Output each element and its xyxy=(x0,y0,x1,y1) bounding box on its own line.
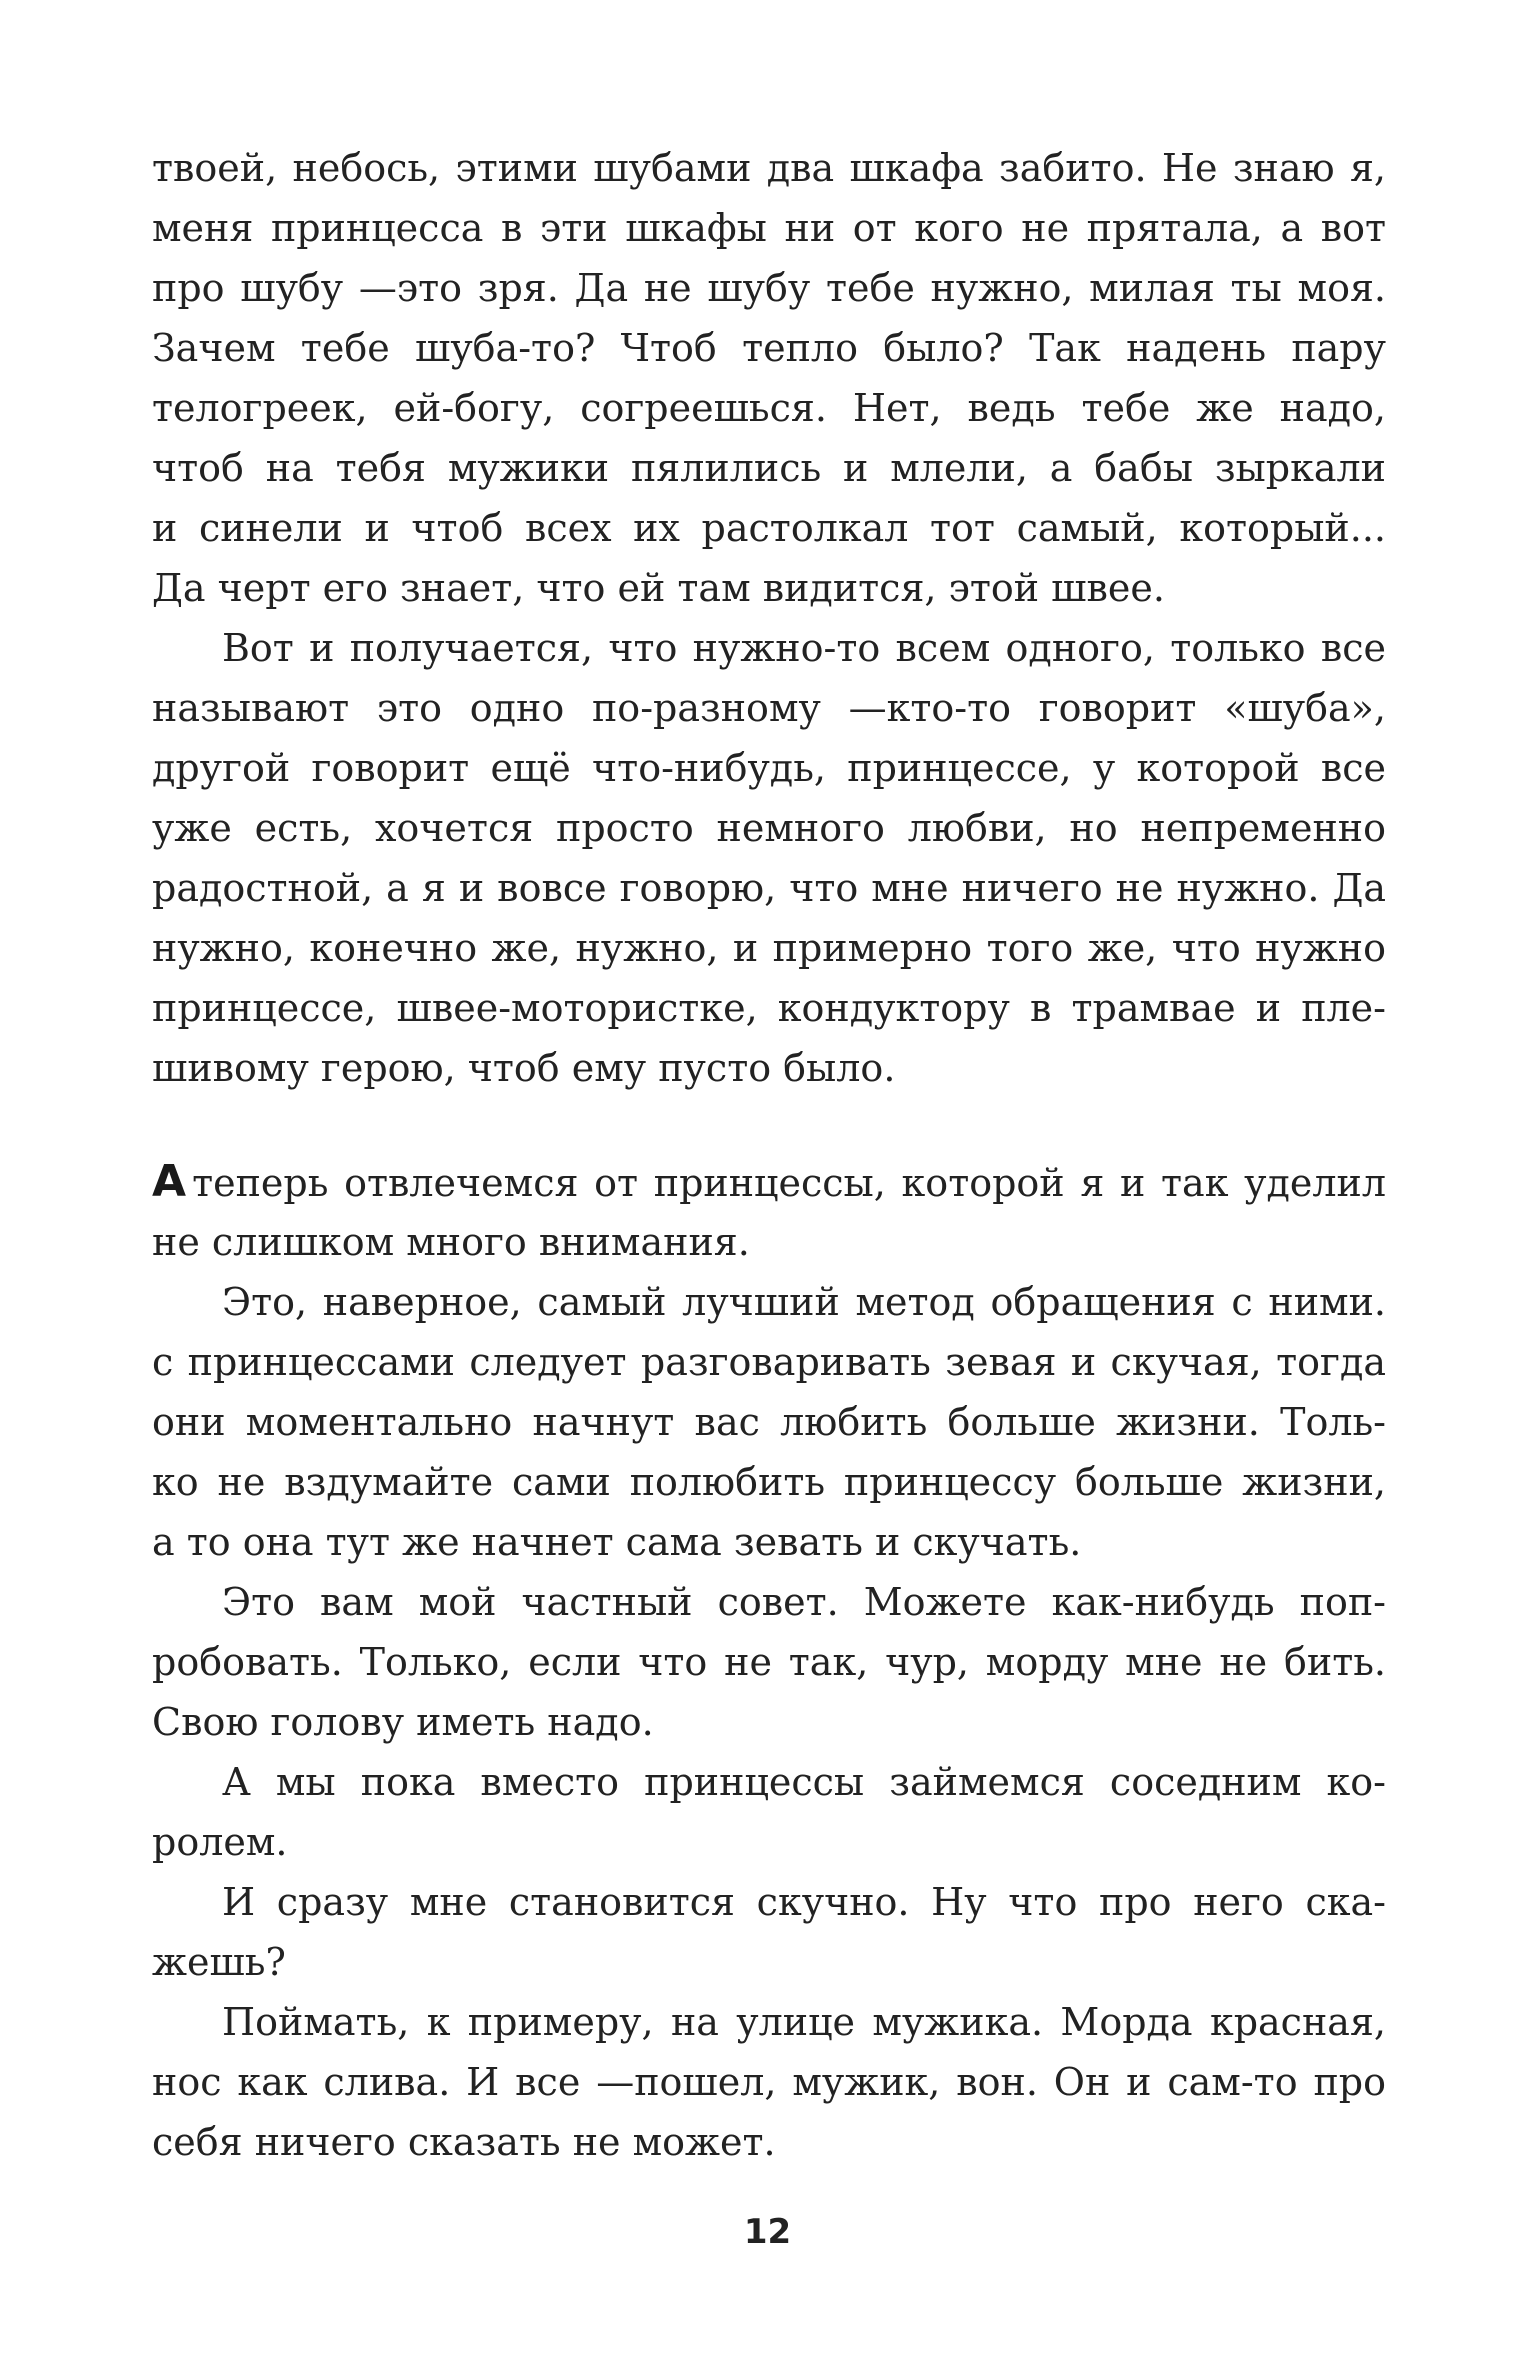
text-line: уже есть, хочется просто немного любви, но непременно xyxy=(152,806,1386,850)
text-line: себя ничего сказать не может. xyxy=(152,2120,776,2164)
text-line: нос как слива. И все —пошел, мужик, вон. Он и сам-то про xyxy=(152,2060,1386,2104)
text-line: теперь отвлечемся от принцессы, которой я и так уделил xyxy=(192,1161,1386,1205)
text-line: а то она тут же начнет сама зевать и скучать. xyxy=(152,1520,1082,1564)
section-first-line xyxy=(152,1152,1386,1212)
text-line: не слишком много внимания. xyxy=(152,1220,750,1264)
text-line: Свою голову иметь надо. xyxy=(152,1700,654,1744)
text-line: шивому герою, чтоб ему пусто было. xyxy=(152,1046,896,1090)
text-line: Зачем тебе шуба-то? Чтоб тепло было? Так надень пару xyxy=(152,326,1386,370)
text-line: телогреек, ей-богу, согреешься. Нет, ведь тебе же надо, xyxy=(152,386,1386,430)
drop-cap: А xyxy=(152,1156,187,1207)
text-line: с принцессами следует разговаривать зевая и скучая, тогда xyxy=(152,1340,1386,1384)
text-line: меня принцесса в эти шкафы ни от кого не прятала, а вот xyxy=(152,206,1386,250)
text-line: называют это одно по-разному —кто-то говорит «шуба», xyxy=(152,686,1386,730)
text-line: Вот и получается, что нужно-то всем одного, только все xyxy=(222,626,1386,670)
text-line: Поймать, к примеру, на улице мужика. Морда красная, xyxy=(222,2000,1386,2044)
text-line: и синели и чтоб всех их растолкал тот самый, который... xyxy=(152,506,1386,550)
text-line: Да черт его знает, что ей там видится, этой швее. xyxy=(152,566,1165,610)
text-line: чтоб на тебя мужики пялились и млели, а бабы зыркали xyxy=(152,446,1386,490)
text-line: Это, наверное, самый лучший метод обращения с ними. xyxy=(222,1280,1386,1324)
text-line: А мы пока вместо принцессы займемся соседним ко- xyxy=(222,1760,1386,1804)
text-line: другой говорит ещё что-нибудь, принцессе, у которой все xyxy=(152,746,1386,790)
text-line: жешь? xyxy=(152,1940,286,1984)
text-line: И сразу мне становится скучно. Ну что про него ска- xyxy=(222,1880,1386,1924)
text-line: они моментально начнут вас любить больше жизни. Толь- xyxy=(152,1400,1386,1444)
text-line: нужно, конечно же, нужно, и примерно того же, что нужно xyxy=(152,926,1386,970)
text-line: ролем. xyxy=(152,1820,288,1864)
text-line: принцессе, швее-мотористке, кондуктору в трамвае и пле- xyxy=(152,986,1386,1030)
text-line: робовать. Только, если что не так, чур, морду мне не бить. xyxy=(152,1640,1386,1684)
page-body xyxy=(152,138,1386,2238)
text-line: ко не вздумайте сами полюбить принцессу больше жизни, xyxy=(152,1460,1386,1504)
text-line: твоей, небось, этими шубами два шкафа забито. Не знаю я, xyxy=(152,146,1386,190)
text-line: про шубу —это зря. Да не шубу тебе нужно, милая ты моя. xyxy=(152,266,1386,310)
text-line: радостной, а я и вовсе говорю, что мне ничего не нужно. Да xyxy=(152,866,1386,910)
text-line: Это вам мой частный совет. Можете как-нибудь поп- xyxy=(222,1580,1386,1624)
section-break xyxy=(152,1098,1386,1152)
page-number: 12 xyxy=(743,2212,792,2252)
